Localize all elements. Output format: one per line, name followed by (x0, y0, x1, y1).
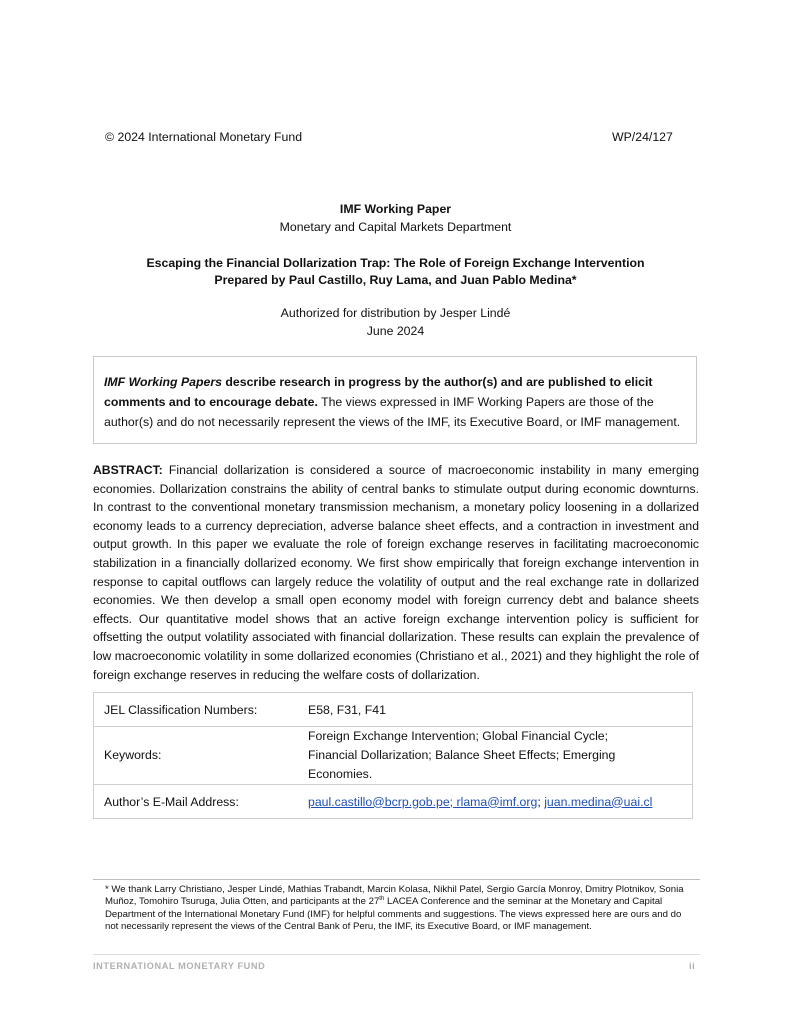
abstract-text: Financial dollarization is considered a source of macroeconomic instability in many emerging economies. Dollarization constrains the ability of central banks to stimulate output during economic downturns. In contrast to the conventional monetary transmission mechanism, a monetary policy loosening in a dollarized economy leads to a currency depreciation, adverse balance sheet effects, and a contraction in investment and output growth. In this paper we evaluate the role of foreign exchange reserves in facilitating macroeconomic stabilization in a financially dollarized economy. We first show empirically that foreign exchange intervention in response to capital outflows can largely reduce the volatility of output and the real exchange rate in dollarized economies. We then develop a small open economy model with foreign currency debt and balance sheets effects. Our quantitative model shows that an active foreign exchange intervention policy is sufficient for offsetting the output volatility associated with financial dollarization. These results can explain the prevalence of low macroeconomic volatility in some dollarized economies (Christiano et al., 2021) and they highlight the role of foreign exchange reserves in reducing the welfare costs of dollarization. (93, 463, 699, 682)
disclaimer-text: The views expressed in IMF Working Papers are those of the author(s) and do not necessarily represent the views of the IMF, its Executive Board, or IMF management. (104, 395, 681, 429)
keywords-line-2: Financial Dollarization; Balance Sheet Effects; Emerging Economies. (308, 748, 616, 781)
footnote-divider (93, 879, 700, 880)
footer-org: INTERNATIONAL MONETARY FUND (93, 961, 266, 971)
disclaimer-lead: IMF Working Papers (104, 375, 222, 389)
publication-date: June 2024 (366, 324, 425, 338)
email-value (298, 785, 693, 819)
series-title: IMF Working Paper (339, 202, 452, 216)
footnote-text-1: * We thank Larry Christiano, Jesper Lindé, Mathias Trabandt, Marcin Kolasa, Nikhil Patel, Sergio García Monroy, Dmitry Plotnikov, Sonia Muñoz, Tomohiro Tsuruga, Julia Otten, and participants at the 27 (105, 884, 684, 908)
disclaimer-bold: describe research in progress by the author(s) and are published to elicit comments and to encourage debate. (104, 375, 653, 409)
email-row (94, 785, 693, 819)
jel-row (94, 693, 693, 727)
email-separator: ; (537, 794, 545, 809)
email-link-medina[interactable]: juan.medina@uai.cl (544, 794, 653, 809)
disclaimer-box (93, 356, 697, 444)
email-link-castillo-lama[interactable]: paul.castillo@bcrp.gob.pe; rlama@imf.org (308, 794, 538, 809)
footnote-text-2: LACEA Conference and the seminar at the Monetary and Capital Department of the International Monetary Fund (IMF) for helpful comments and suggestions. The views expressed here are ours and do not necessarily represent the views of the Central Bank of Peru, the IMF, its Executive Board, or IMF management. (105, 896, 682, 933)
footnote (105, 884, 695, 934)
keywords-row (94, 727, 693, 785)
keywords-label: Keywords: (94, 727, 299, 785)
page-number: ii (689, 961, 696, 971)
authorization: Authorized for distribution by Jesper Lindé (280, 306, 511, 320)
authors: Prepared by Paul Castillo, Ruy Lama, and Juan Pablo Medina* (214, 273, 577, 287)
footer-divider (93, 954, 700, 955)
copyright-notice: © 2024 International Monetary Fund (105, 130, 303, 144)
metadata-table (93, 692, 693, 819)
keywords-value (298, 727, 693, 785)
paper-title: Escaping the Financial Dollarization Trap: The Role of Foreign Exchange Intervention (146, 256, 645, 270)
keywords-line-1: Foreign Exchange Intervention; Global Financial Cycle; (308, 729, 609, 743)
jel-value: E58, F31, F41 (298, 693, 693, 727)
abstract-label: ABSTRACT: (93, 463, 163, 477)
jel-label: JEL Classification Numbers: (94, 693, 299, 727)
email-label: Author’s E-Mail Address: (94, 785, 299, 819)
department: Monetary and Capital Markets Department (279, 220, 512, 234)
paper-number: WP/24/127 (612, 130, 673, 144)
footnote-superscript: th (379, 896, 385, 903)
abstract (93, 461, 699, 684)
